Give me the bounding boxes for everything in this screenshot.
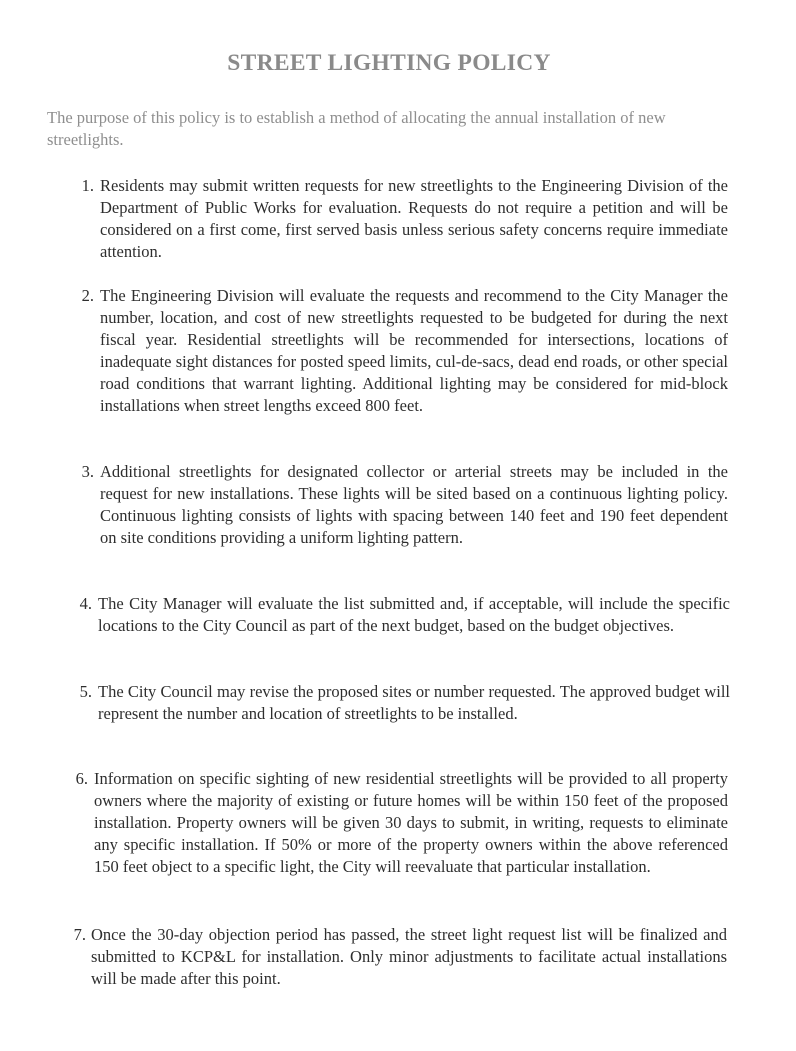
- item-number: 5.: [79, 682, 92, 701]
- item-text: Residents may submit written requests for new streetlights to the Engineering Division of the Department of Public Works for evaluation. Requests do not require a petition and will be considered on a first come, first served basis unless serious safety concerns require immediate attention.: [100, 176, 728, 261]
- item-text: The Engineering Division will evaluate the requests and recommend to the City Manager the number, location, and cost of new streetlights requested to be budgeted for during the next fiscal year. Residential streetlights will be recommended for intersections, locations of inadequate sight distances for posted speed limits, cul-de-sacs, dead end roads, or other special road conditions that warrant lighting. Additional lighting may be considered for mid-block installations when street lengths exceed 800 feet.: [100, 286, 728, 415]
- page-title: STREET LIGHTING POLICY: [227, 50, 551, 76]
- item-number: 6.: [75, 769, 88, 788]
- item-number: 7.: [73, 925, 86, 944]
- item-text: The City Manager will evaluate the list submitted and, if acceptable, will include the specific locations to the City Council as part of the next budget, based on the budget objectives.: [98, 594, 730, 635]
- item-number: 4.: [79, 594, 92, 613]
- item-text: Additional streetlights for designated collector or arterial streets may be included in the request for new installations. These lights will be sited based on a continuous lighting policy. Continuous lighting consists of lights with spacing between 140 feet and 190 feet dependent on site conditions providing a uniform lighting pattern.: [100, 462, 728, 547]
- item-number: 1.: [81, 176, 94, 195]
- item-text: The City Council may revise the proposed sites or number requested. The approved budget will represent the number and location of streetlights to be installed.: [98, 682, 730, 723]
- item-text: Once the 30-day objection period has passed, the street light request list will be finalized and submitted to KCP&L for installation. Only minor adjustments to facilitate actual installations will be made after this point.: [91, 925, 727, 988]
- intro-paragraph: The purpose of this policy is to establish a method of allocating the annual installation of new streetlights.: [47, 108, 666, 149]
- item-text: Information on specific sighting of new residential streetlights will be provided to all property owners where the majority of existing or future homes will be within 150 feet of the proposed installation. Property owners will be given 30 days to submit, in writing, requests to eliminate any specific installation. If 50% or more of the property owners within the above referenced 150 feet object to a specific light, the City will reevaluate that particular installation.: [94, 769, 728, 876]
- item-number: 2.: [81, 286, 94, 305]
- item-number: 3.: [81, 462, 94, 481]
